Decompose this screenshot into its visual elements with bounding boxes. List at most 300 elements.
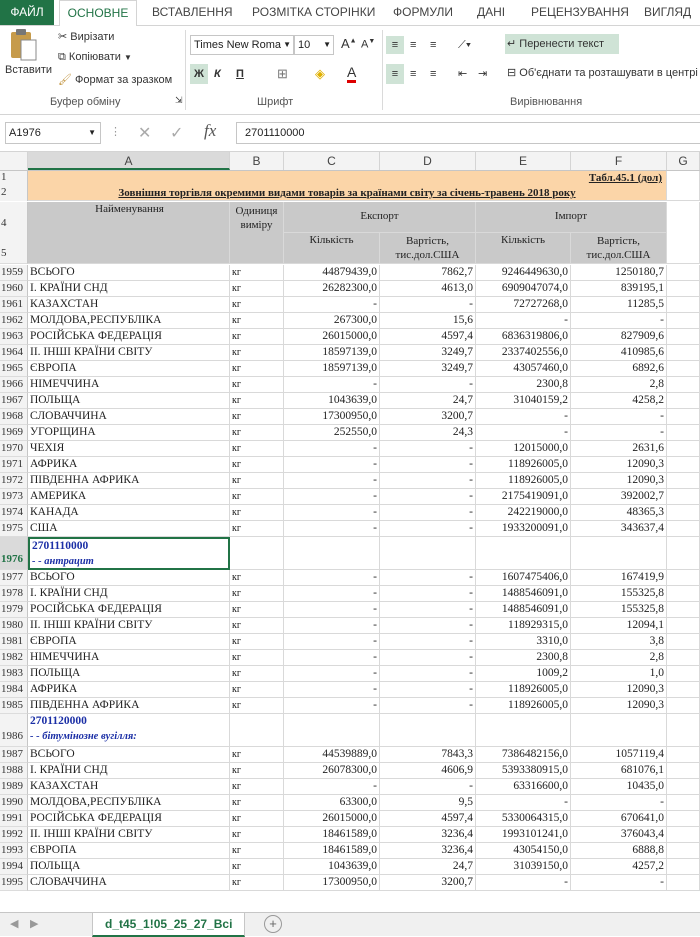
cell-e[interactable]: -: [476, 409, 571, 425]
cell-d[interactable]: -: [380, 634, 476, 650]
cell-c[interactable]: -: [284, 521, 380, 537]
cell-c[interactable]: -: [284, 489, 380, 505]
row-number[interactable]: 1968: [0, 409, 28, 425]
cell[interactable]: [230, 714, 284, 747]
cell-d[interactable]: -: [380, 505, 476, 521]
column-header-e[interactable]: E: [476, 152, 571, 170]
cell-f[interactable]: 1057119,4: [571, 747, 667, 763]
cell-a[interactable]: І. КРАЇНИ СНД: [28, 586, 230, 602]
cell-a[interactable]: УГОРЩИНА: [28, 425, 230, 441]
cell-b[interactable]: кг: [230, 425, 284, 441]
cell[interactable]: [667, 537, 700, 570]
cell-a[interactable]: ЄВРОПА: [28, 361, 230, 377]
cell-d[interactable]: 3236,4: [380, 843, 476, 859]
cell-b[interactable]: кг: [230, 329, 284, 345]
cell[interactable]: [667, 843, 700, 859]
cell-a[interactable]: ВСЬОГО: [28, 265, 230, 281]
cell-c[interactable]: 17300950,0: [284, 409, 380, 425]
tab-file[interactable]: ФАЙЛ: [0, 0, 54, 25]
cell[interactable]: [667, 714, 700, 747]
cell-d[interactable]: -: [380, 297, 476, 313]
cell[interactable]: [667, 811, 700, 827]
cell-e[interactable]: 242219000,0: [476, 505, 571, 521]
cell-e[interactable]: 118926005,0: [476, 682, 571, 698]
row-number[interactable]: 1976: [0, 537, 28, 570]
grow-font-button[interactable]: A▲: [341, 36, 357, 51]
cell-e[interactable]: 6909047074,0: [476, 281, 571, 297]
cell[interactable]: [667, 297, 700, 313]
cell-b[interactable]: кг: [230, 570, 284, 586]
cell-f[interactable]: -: [571, 795, 667, 811]
row-number[interactable]: 1989: [0, 779, 28, 795]
section-cell[interactable]: [28, 714, 230, 747]
cell[interactable]: [230, 537, 284, 570]
cell-a[interactable]: ПІВДЕННА АФРИКА: [28, 473, 230, 489]
row-number[interactable]: 1966: [0, 377, 28, 393]
cell-b[interactable]: кг: [230, 747, 284, 763]
name-box[interactable]: [5, 122, 101, 144]
cell[interactable]: [571, 537, 667, 570]
cell-b[interactable]: кг: [230, 345, 284, 361]
cell-e[interactable]: 2337402556,0: [476, 345, 571, 361]
row-number[interactable]: 1975: [0, 521, 28, 537]
cell-d[interactable]: 3249,7: [380, 361, 476, 377]
cell-a[interactable]: РОСІЙСЬКА ФЕДЕРАЦІЯ: [28, 602, 230, 618]
cell-b[interactable]: кг: [230, 602, 284, 618]
cell[interactable]: [476, 537, 571, 570]
cell[interactable]: [667, 409, 700, 425]
align-left-icon[interactable]: ≡: [386, 64, 404, 84]
cell-e[interactable]: 118926005,0: [476, 457, 571, 473]
cell-f[interactable]: 167419,9: [571, 570, 667, 586]
cell[interactable]: [667, 457, 700, 473]
cell-e[interactable]: 2175419091,0: [476, 489, 571, 505]
section-cell[interactable]: [28, 537, 230, 570]
cell-a[interactable]: ЧЕХІЯ: [28, 441, 230, 457]
cell-a[interactable]: ВСЬОГО: [28, 747, 230, 763]
cell-f[interactable]: 3,8: [571, 634, 667, 650]
cell-b[interactable]: кг: [230, 521, 284, 537]
cell-e[interactable]: 9246449630,0: [476, 265, 571, 281]
cell-d[interactable]: -: [380, 698, 476, 714]
cell-c[interactable]: -: [284, 457, 380, 473]
cell-b[interactable]: кг: [230, 618, 284, 634]
cell[interactable]: [667, 265, 700, 281]
cell-e[interactable]: 1488546091,0: [476, 586, 571, 602]
cell-b[interactable]: кг: [230, 473, 284, 489]
cell-f[interactable]: -: [571, 875, 667, 891]
cell-c[interactable]: 1043639,0: [284, 393, 380, 409]
enter-icon[interactable]: ✓: [170, 125, 184, 142]
cell[interactable]: [284, 714, 380, 747]
paste-button[interactable]: [8, 28, 44, 68]
cell-a[interactable]: РОСІЙСЬКА ФЕДЕРАЦІЯ: [28, 329, 230, 345]
cell-b[interactable]: кг: [230, 698, 284, 714]
row-number[interactable]: 1959: [0, 265, 28, 281]
cell-c[interactable]: 267300,0: [284, 313, 380, 329]
align-middle-icon[interactable]: ≡: [410, 39, 417, 51]
cell-b[interactable]: кг: [230, 281, 284, 297]
row-number[interactable]: 1986: [0, 714, 28, 747]
cell-a[interactable]: МОЛДОВА,РЕСПУБЛІКА: [28, 795, 230, 811]
header-import[interactable]: Імпорт: [476, 202, 667, 233]
row-number[interactable]: 1979: [0, 602, 28, 618]
cell-e[interactable]: 1488546091,0: [476, 602, 571, 618]
cell-a[interactable]: НІМЕЧЧИНА: [28, 377, 230, 393]
cell-c[interactable]: -: [284, 666, 380, 682]
cell-b[interactable]: кг: [230, 827, 284, 843]
cell-e[interactable]: 31039150,0: [476, 859, 571, 875]
cell[interactable]: [667, 570, 700, 586]
cell-d[interactable]: 4606,9: [380, 763, 476, 779]
fill-color-icon[interactable]: ◈: [315, 66, 325, 81]
cell-b[interactable]: кг: [230, 265, 284, 281]
row-number[interactable]: 1992: [0, 827, 28, 843]
worksheet-grid[interactable]: [0, 152, 700, 912]
cell[interactable]: [667, 827, 700, 843]
cell-f[interactable]: 343637,4: [571, 521, 667, 537]
cell-d[interactable]: 9,5: [380, 795, 476, 811]
cell-a[interactable]: АФРИКА: [28, 682, 230, 698]
cell[interactable]: [667, 441, 700, 457]
row-number[interactable]: 1990: [0, 795, 28, 811]
cell-a[interactable]: АМЕРИКА: [28, 489, 230, 505]
cell-d[interactable]: 3200,7: [380, 875, 476, 891]
cell-b[interactable]: кг: [230, 393, 284, 409]
cell-d[interactable]: 3236,4: [380, 827, 476, 843]
cell-a[interactable]: ІІ. ІНШІ КРАЇНИ СВІТУ: [28, 618, 230, 634]
cell-f[interactable]: 11285,5: [571, 297, 667, 313]
cell[interactable]: [667, 313, 700, 329]
cell-b[interactable]: кг: [230, 505, 284, 521]
cell-b[interactable]: кг: [230, 666, 284, 682]
select-all-corner[interactable]: [0, 152, 28, 170]
cell-b[interactable]: кг: [230, 586, 284, 602]
cell-d[interactable]: 24,7: [380, 393, 476, 409]
cell-e[interactable]: 1993101241,0: [476, 827, 571, 843]
tab-page-layout[interactable]: РОЗМІТКА СТОРІНКИ: [252, 5, 376, 19]
header-name[interactable]: Найменування: [28, 202, 230, 264]
cell-c[interactable]: 26078300,0: [284, 763, 380, 779]
cell-d[interactable]: 3200,7: [380, 409, 476, 425]
column-header-f[interactable]: F: [571, 152, 667, 170]
cell-f[interactable]: 6888,8: [571, 843, 667, 859]
cell-c[interactable]: -: [284, 297, 380, 313]
column-header-g[interactable]: G: [667, 152, 700, 170]
tab-data[interactable]: ДАНІ: [477, 5, 506, 19]
cell-b[interactable]: кг: [230, 843, 284, 859]
cell-e[interactable]: 7386482156,0: [476, 747, 571, 763]
cell[interactable]: [667, 521, 700, 537]
cell[interactable]: [380, 714, 476, 747]
cell[interactable]: [667, 171, 700, 201]
cell-c[interactable]: -: [284, 505, 380, 521]
row-number[interactable]: 1961: [0, 297, 28, 313]
bold-button[interactable]: Ж: [190, 64, 208, 84]
tab-formulas[interactable]: ФОРМУЛИ: [393, 5, 454, 19]
cell-e[interactable]: 2300,8: [476, 650, 571, 666]
cell-d[interactable]: 15,6: [380, 313, 476, 329]
cell-a[interactable]: АФРИКА: [28, 457, 230, 473]
cell-a[interactable]: ПІВДЕННА АФРИКА: [28, 698, 230, 714]
cell-f[interactable]: 392002,7: [571, 489, 667, 505]
cell-d[interactable]: 24,3: [380, 425, 476, 441]
cell[interactable]: [667, 473, 700, 489]
cell-b[interactable]: кг: [230, 682, 284, 698]
cell-c[interactable]: -: [284, 441, 380, 457]
cell-f[interactable]: 6892,6: [571, 361, 667, 377]
cell[interactable]: [667, 666, 700, 682]
cell-a[interactable]: ВСЬОГО: [28, 570, 230, 586]
row-number[interactable]: 1994: [0, 859, 28, 875]
row-number[interactable]: 1972: [0, 473, 28, 489]
cell-c[interactable]: 1043639,0: [284, 859, 380, 875]
cell-f[interactable]: 155325,8: [571, 586, 667, 602]
format-painter-button[interactable]: [58, 73, 172, 86]
dialog-launcher-icon[interactable]: ⇲: [175, 95, 183, 105]
cell-f[interactable]: 155325,8: [571, 602, 667, 618]
cell[interactable]: [667, 650, 700, 666]
cell-a[interactable]: РОСІЙСЬКА ФЕДЕРАЦІЯ: [28, 811, 230, 827]
cell[interactable]: [667, 682, 700, 698]
cell-b[interactable]: кг: [230, 779, 284, 795]
italic-button[interactable]: К: [214, 68, 221, 80]
cell-b[interactable]: кг: [230, 650, 284, 666]
add-sheet-button[interactable]: +: [264, 915, 282, 933]
cell-a[interactable]: ПОЛЬЩА: [28, 393, 230, 409]
cell[interactable]: [667, 634, 700, 650]
cell-d[interactable]: -: [380, 666, 476, 682]
cell-c[interactable]: -: [284, 602, 380, 618]
cell-c[interactable]: 26015000,0: [284, 329, 380, 345]
row-number[interactable]: 1978: [0, 586, 28, 602]
align-center-icon[interactable]: ≡: [410, 68, 417, 80]
column-header-d[interactable]: D: [380, 152, 476, 170]
cell-b[interactable]: кг: [230, 795, 284, 811]
cell-b[interactable]: кг: [230, 313, 284, 329]
align-right-icon[interactable]: ≡: [430, 68, 437, 80]
header-export-qty[interactable]: Кількість: [284, 233, 380, 264]
cell-a[interactable]: ІІ. ІНШІ КРАЇНИ СВІТУ: [28, 827, 230, 843]
cell-c[interactable]: -: [284, 634, 380, 650]
cell-b[interactable]: кг: [230, 875, 284, 891]
cell-c[interactable]: 17300950,0: [284, 875, 380, 891]
row-number[interactable]: 1963: [0, 329, 28, 345]
font-name-select[interactable]: [190, 35, 294, 55]
cell[interactable]: [667, 361, 700, 377]
cell[interactable]: [667, 602, 700, 618]
cell-d[interactable]: -: [380, 650, 476, 666]
cell[interactable]: [667, 859, 700, 875]
cancel-icon[interactable]: ✕: [138, 125, 152, 142]
cell[interactable]: [667, 202, 700, 264]
title-cell[interactable]: [28, 171, 667, 201]
cell-a[interactable]: І. КРАЇНИ СНД: [28, 763, 230, 779]
increase-indent-icon[interactable]: ⇥: [478, 68, 488, 80]
row-number[interactable]: 1971: [0, 457, 28, 473]
cell-a[interactable]: ЄВРОПА: [28, 843, 230, 859]
cell-e[interactable]: -: [476, 425, 571, 441]
cell[interactable]: [667, 779, 700, 795]
cell-e[interactable]: 43057460,0: [476, 361, 571, 377]
scroll-left-icon[interactable]: ◀: [10, 918, 19, 930]
cell-f[interactable]: 1250180,7: [571, 265, 667, 281]
cell[interactable]: [667, 377, 700, 393]
row-number[interactable]: 1967: [0, 393, 28, 409]
row-number[interactable]: 1982: [0, 650, 28, 666]
cell[interactable]: [571, 714, 667, 747]
cell-f[interactable]: 670641,0: [571, 811, 667, 827]
cell-b[interactable]: кг: [230, 811, 284, 827]
cell[interactable]: [476, 714, 571, 747]
cell-a[interactable]: ПОЛЬЩА: [28, 666, 230, 682]
row-number[interactable]: 1962: [0, 313, 28, 329]
cell-e[interactable]: 72727268,0: [476, 297, 571, 313]
row-number[interactable]: 1973: [0, 489, 28, 505]
cell-c[interactable]: -: [284, 586, 380, 602]
cell-f[interactable]: 2,8: [571, 650, 667, 666]
cell-c[interactable]: 18597139,0: [284, 361, 380, 377]
cell-e[interactable]: 2300,8: [476, 377, 571, 393]
row-number[interactable]: 1987: [0, 747, 28, 763]
copy-button[interactable]: [58, 51, 132, 64]
column-header-a[interactable]: A: [28, 152, 230, 170]
cell-d[interactable]: -: [380, 586, 476, 602]
cell-d[interactable]: 7862,7: [380, 265, 476, 281]
cell-d[interactable]: -: [380, 779, 476, 795]
row-number[interactable]: 1993: [0, 843, 28, 859]
row-number[interactable]: 1974: [0, 505, 28, 521]
cell[interactable]: [667, 489, 700, 505]
row-number[interactable]: 1964: [0, 345, 28, 361]
cell-c[interactable]: -: [284, 650, 380, 666]
cell-f[interactable]: 48365,3: [571, 505, 667, 521]
cell-d[interactable]: 7843,3: [380, 747, 476, 763]
cell[interactable]: [667, 505, 700, 521]
tab-review[interactable]: РЕЦЕНЗУВАННЯ: [531, 5, 629, 19]
cell-c[interactable]: -: [284, 473, 380, 489]
cell-e[interactable]: -: [476, 875, 571, 891]
cell-b[interactable]: кг: [230, 409, 284, 425]
cell-b[interactable]: кг: [230, 361, 284, 377]
cell-e[interactable]: 1009,2: [476, 666, 571, 682]
cell-e[interactable]: 1933200091,0: [476, 521, 571, 537]
header-unit[interactable]: Одиниця виміру: [230, 202, 284, 264]
cell-a[interactable]: ПОЛЬЩА: [28, 859, 230, 875]
cell[interactable]: [667, 586, 700, 602]
cell-d[interactable]: -: [380, 457, 476, 473]
cell-f[interactable]: 2,8: [571, 377, 667, 393]
cell-a[interactable]: МОЛДОВА,РЕСПУБЛІКА: [28, 313, 230, 329]
cell-b[interactable]: кг: [230, 763, 284, 779]
cell-e[interactable]: 6836319806,0: [476, 329, 571, 345]
row-number[interactable]: 1970: [0, 441, 28, 457]
cell-f[interactable]: 12090,3: [571, 698, 667, 714]
cell-f[interactable]: -: [571, 425, 667, 441]
cell-a[interactable]: США: [28, 521, 230, 537]
underline-button[interactable]: П: [236, 68, 244, 80]
cell-c[interactable]: -: [284, 377, 380, 393]
cell-e[interactable]: -: [476, 313, 571, 329]
cell-f[interactable]: -: [571, 313, 667, 329]
cell[interactable]: [667, 763, 700, 779]
column-header-b[interactable]: B: [230, 152, 284, 170]
cell-b[interactable]: кг: [230, 457, 284, 473]
formula-input[interactable]: 2701110000: [236, 122, 700, 144]
header-import-value[interactable]: Вартість, тис.дол.США: [571, 233, 667, 264]
cell-f[interactable]: 10435,0: [571, 779, 667, 795]
cell-d[interactable]: 4597,4: [380, 329, 476, 345]
cell-f[interactable]: 1,0: [571, 666, 667, 682]
cell-c[interactable]: -: [284, 570, 380, 586]
insert-function-button[interactable]: fx: [204, 121, 217, 140]
cell-d[interactable]: -: [380, 682, 476, 698]
cell-f[interactable]: -: [571, 409, 667, 425]
cell-a[interactable]: СЛОВАЧЧИНА: [28, 875, 230, 891]
cell-e[interactable]: 31040159,2: [476, 393, 571, 409]
cell-c[interactable]: 44539889,0: [284, 747, 380, 763]
cell-f[interactable]: 2631,6: [571, 441, 667, 457]
align-top-icon[interactable]: ≡: [386, 36, 404, 54]
cell-f[interactable]: 410985,6: [571, 345, 667, 361]
wrap-text-button[interactable]: [505, 34, 619, 54]
cell-c[interactable]: -: [284, 682, 380, 698]
cell-a[interactable]: КАЗАХСТАН: [28, 297, 230, 313]
cell-c[interactable]: 252550,0: [284, 425, 380, 441]
tab-home[interactable]: ОСНОВНЕ: [59, 0, 137, 27]
align-bottom-icon[interactable]: ≡: [430, 39, 437, 51]
merge-center-button[interactable]: [507, 66, 698, 79]
row-number[interactable]: 1981: [0, 634, 28, 650]
cell-f[interactable]: 12090,3: [571, 682, 667, 698]
cell[interactable]: [667, 747, 700, 763]
cell-a[interactable]: ЄВРОПА: [28, 634, 230, 650]
cell-b[interactable]: кг: [230, 441, 284, 457]
cell-c[interactable]: 63300,0: [284, 795, 380, 811]
borders-icon[interactable]: ⊞: [277, 66, 288, 81]
cell-a[interactable]: НІМЕЧЧИНА: [28, 650, 230, 666]
row-number[interactable]: 1960: [0, 281, 28, 297]
header-export[interactable]: Експорт: [284, 202, 476, 233]
cell-f[interactable]: 376043,4: [571, 827, 667, 843]
cell-f[interactable]: 4257,2: [571, 859, 667, 875]
cell-b[interactable]: кг: [230, 634, 284, 650]
cell[interactable]: [667, 281, 700, 297]
row-number[interactable]: 1983: [0, 666, 28, 682]
cell-e[interactable]: 118926005,0: [476, 473, 571, 489]
cell[interactable]: [667, 618, 700, 634]
cell-e[interactable]: 1607475406,0: [476, 570, 571, 586]
cell-e[interactable]: 3310,0: [476, 634, 571, 650]
row-number[interactable]: 1995: [0, 875, 28, 891]
row-number[interactable]: 1988: [0, 763, 28, 779]
cell-d[interactable]: 4613,0: [380, 281, 476, 297]
cell[interactable]: [667, 425, 700, 441]
cell-c[interactable]: 18461589,0: [284, 827, 380, 843]
row-number[interactable]: 1980: [0, 618, 28, 634]
cell-f[interactable]: 681076,1: [571, 763, 667, 779]
cell-d[interactable]: -: [380, 602, 476, 618]
cell-d[interactable]: -: [380, 377, 476, 393]
row-number[interactable]: 1969: [0, 425, 28, 441]
tab-insert[interactable]: ВСТАВЛЕННЯ: [152, 5, 233, 19]
font-color-icon[interactable]: A: [347, 64, 356, 83]
cell-d[interactable]: 24,7: [380, 859, 476, 875]
cell-c[interactable]: 18597139,0: [284, 345, 380, 361]
cell-c[interactable]: -: [284, 779, 380, 795]
cell-d[interactable]: 3249,7: [380, 345, 476, 361]
cell-e[interactable]: -: [476, 795, 571, 811]
